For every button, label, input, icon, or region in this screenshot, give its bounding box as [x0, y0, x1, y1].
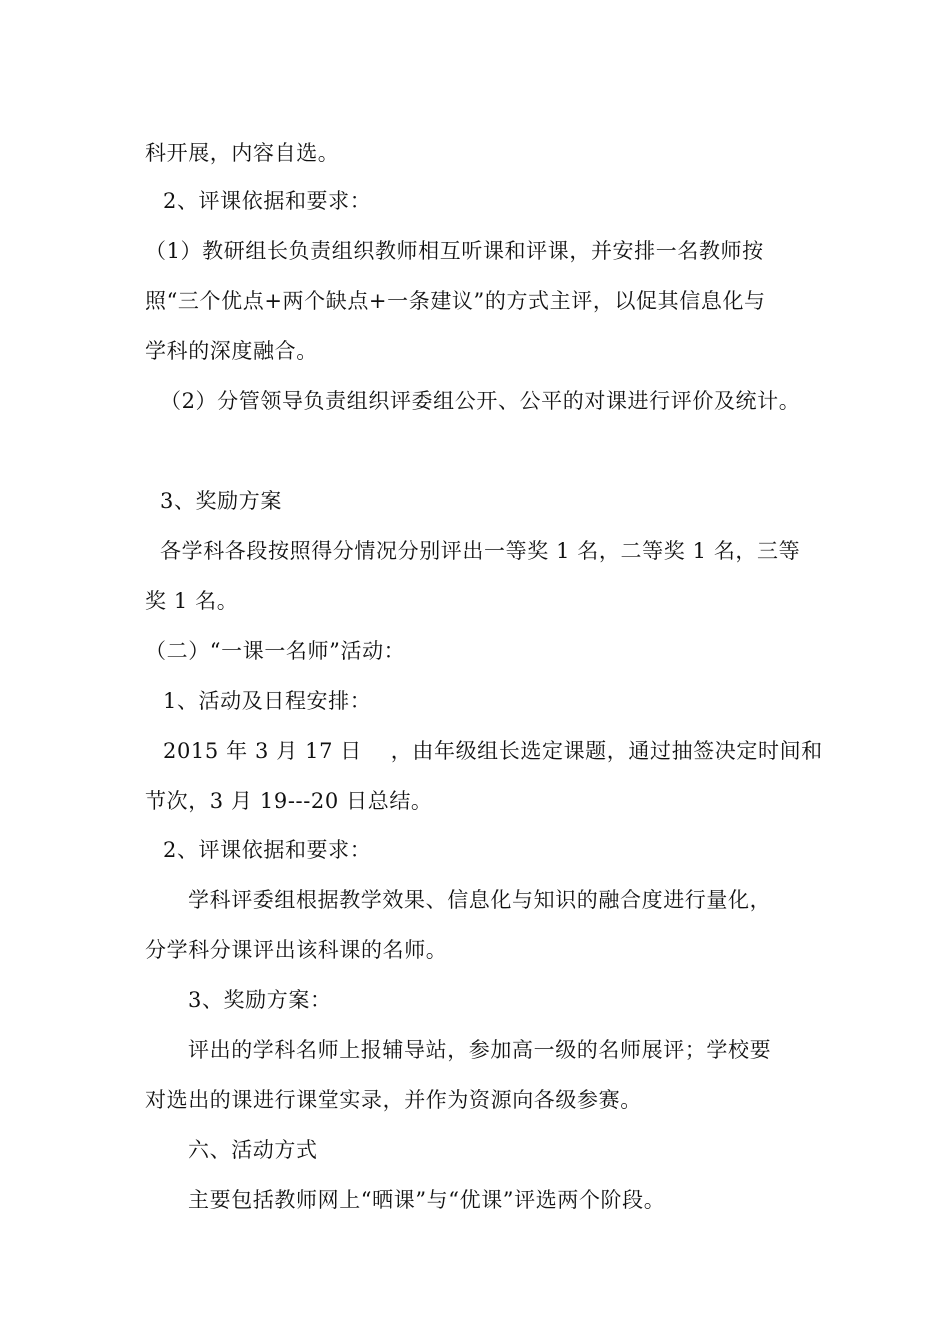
paragraph-line: （1）教研组长负责组织教师相互听课和评课，并安排一名教师按	[145, 239, 764, 263]
paragraph-line: 2015 年 3 月 17 日 ，由年级组长选定课题，通过抽签决定时间和	[163, 739, 823, 763]
section-heading: （二）“一课一名师”活动：	[145, 639, 406, 663]
section-heading: 3、奖励方案	[160, 489, 282, 513]
paragraph-line: 奖 1 名。	[145, 589, 239, 613]
section-heading: 六、活动方式	[188, 1138, 318, 1162]
paragraph-line: 学科评委组根据教学效果、信息化与知识的融合度进行量化，	[188, 888, 772, 912]
section-heading: 3、奖励方案：	[188, 988, 332, 1012]
paragraph-line: 主要包括教师网上“晒课”与“优课”评选两个阶段。	[188, 1188, 666, 1212]
section-heading: 1、活动及日程安排：	[163, 689, 372, 713]
paragraph-line: 各学科各段按照得分情况分别评出一等奖 1 名，二等奖 1 名，三等	[160, 539, 801, 563]
paragraph-line: 评出的学科名师上报辅导站，参加高一级的名师展评；学校要	[188, 1038, 772, 1062]
paragraph-line: 科开展，内容自选。	[145, 141, 340, 165]
paragraph-line: （2）分管领导负责组织评委组公开、公平的对课进行评价及统计。	[160, 389, 801, 413]
paragraph-line: 学科的深度融合。	[145, 339, 318, 363]
paragraph-line: 照“三个优点+两个缺点+一条建议”的方式主评，以促其信息化与	[145, 289, 766, 313]
section-heading: 2、评课依据和要求：	[163, 838, 372, 862]
section-heading: 2、评课依据和要求：	[163, 189, 372, 213]
paragraph-line: 节次，3 月 19---20 日总结。	[145, 789, 433, 813]
paragraph-line: 对选出的课进行课堂实录，并作为资源向各级参赛。	[145, 1088, 642, 1112]
paragraph-line: 分学科分课评出该科课的名师。	[145, 938, 448, 962]
